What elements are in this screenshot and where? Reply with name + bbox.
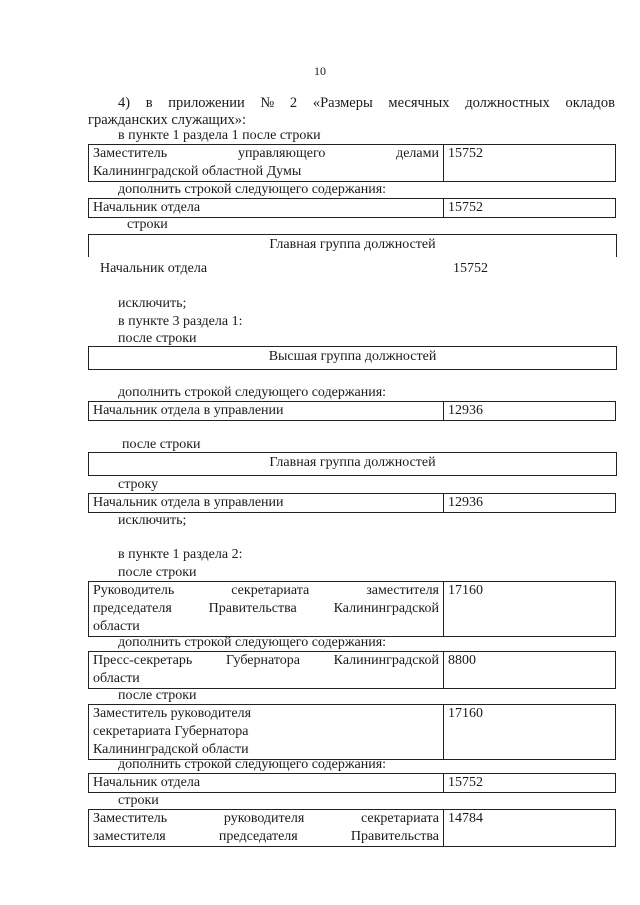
table-row-deputy-secretariat-head xyxy=(88,704,616,760)
position-name: Начальник отдела xyxy=(100,261,208,276)
instruction-text: в пункте 1 раздела 2: xyxy=(118,547,243,562)
table-row-head-of-department xyxy=(88,773,616,793)
name-line: области xyxy=(93,671,140,686)
salary-cell: 17160 xyxy=(444,582,616,637)
instruction-text: дополнить строкой следующего содержания: xyxy=(118,182,387,197)
name-line: Калининградской областной Думы xyxy=(93,164,302,179)
group-header: Высшая группа должностей xyxy=(88,346,617,370)
word: Заместитель xyxy=(93,146,168,161)
name-line: области xyxy=(93,619,140,634)
name-line: секретариата Губернатора xyxy=(93,724,249,739)
word: «Размеры xyxy=(312,95,373,111)
instruction-text: исключить; xyxy=(118,296,187,311)
table-row-secretariat-head xyxy=(88,581,616,637)
table-row-press-secretary xyxy=(88,651,616,689)
word: заместителя xyxy=(366,583,439,598)
position-name-cell xyxy=(89,652,444,689)
name-line: Заместитель руководителя xyxy=(93,706,252,721)
instruction-text: строки xyxy=(127,217,168,232)
salary-cell: 12936 xyxy=(444,402,616,421)
instruction-text: после строки xyxy=(122,437,201,452)
instruction-text: строки xyxy=(118,793,159,808)
table-row-head-of-department xyxy=(88,198,616,218)
word: 4) xyxy=(118,95,131,111)
instruction-text: после строки xyxy=(118,688,197,703)
salary-cell: 14784 xyxy=(444,810,616,847)
word: руководителя xyxy=(223,811,305,826)
intro-line-1 xyxy=(118,94,615,112)
instruction-text: дополнить строкой следующего содержания: xyxy=(118,385,387,400)
word: делами xyxy=(396,146,439,161)
table-row-head-in-administration xyxy=(88,401,616,421)
word: Правительства xyxy=(208,601,297,616)
instruction-text: исключить; xyxy=(118,513,187,528)
word: Калининградской xyxy=(333,653,439,668)
group-header: Главная группа должностей xyxy=(88,452,617,476)
word: Пресс-секретарь xyxy=(93,653,193,668)
salary-cell: 15752 xyxy=(444,145,616,182)
page-number: 10 xyxy=(314,64,326,78)
position-name-cell: Начальник отдела в управлении xyxy=(89,494,444,513)
salary-cell: 12936 xyxy=(444,494,616,513)
word: Калининградской xyxy=(333,601,439,616)
salary-cell: 15752 xyxy=(444,199,616,218)
position-name-cell xyxy=(89,145,444,182)
word: месячных xyxy=(388,95,450,111)
word: окладов xyxy=(565,95,615,111)
word: в xyxy=(145,95,153,111)
word: Заместитель xyxy=(93,811,168,826)
intro-line-2: гражданских служащих»: xyxy=(88,112,246,128)
name-line xyxy=(93,828,439,846)
word: 2 xyxy=(289,95,298,111)
table-row-deputy-manager xyxy=(88,144,616,182)
name-line xyxy=(93,810,439,828)
word: управляющего xyxy=(237,146,326,161)
table-row-head-in-administration xyxy=(88,493,616,513)
word: секретариата xyxy=(231,583,310,598)
word: секретариата xyxy=(361,811,439,826)
instruction-text: дополнить строкой следующего содержания: xyxy=(118,757,387,772)
position-name-cell: Начальник отдела xyxy=(89,199,444,218)
name-line: Калининградской области xyxy=(93,742,249,757)
instruction-text: дополнить строкой следующего содержания: xyxy=(118,635,387,650)
salary-value: 15752 xyxy=(453,261,488,276)
table-row-deputy-head-secretariat xyxy=(88,809,616,847)
word: председателя xyxy=(93,601,172,616)
instruction-text: после строки xyxy=(118,331,197,346)
instruction-text: строку xyxy=(118,477,159,492)
name-line xyxy=(93,582,439,600)
position-name-cell: Начальник отдела xyxy=(89,774,444,793)
name-line xyxy=(93,652,439,670)
group-header: Главная группа должностей xyxy=(88,234,617,257)
position-name-cell: Начальник отдела в управлении xyxy=(89,402,444,421)
word: № xyxy=(260,95,275,111)
position-name-cell xyxy=(89,810,444,847)
word: приложении xyxy=(168,95,245,111)
word: Правительства xyxy=(350,829,439,844)
word: председателя xyxy=(218,829,298,844)
name-line xyxy=(93,600,439,618)
salary-cell: 8800 xyxy=(444,652,616,689)
intro-line-3: в пункте 1 раздела 1 после строки xyxy=(118,128,321,143)
salary-cell: 17160 xyxy=(444,705,616,760)
word: должностных xyxy=(465,95,550,111)
position-name-cell xyxy=(89,582,444,637)
instruction-text: в пункте 3 раздела 1: xyxy=(118,314,243,329)
word: заместителя xyxy=(93,829,166,844)
word: Руководитель xyxy=(93,583,175,598)
name-line xyxy=(93,145,439,163)
position-name-cell xyxy=(89,705,444,760)
salary-cell: 15752 xyxy=(444,774,616,793)
word: Губернатора xyxy=(225,653,300,668)
instruction-text: после строки xyxy=(118,565,197,580)
